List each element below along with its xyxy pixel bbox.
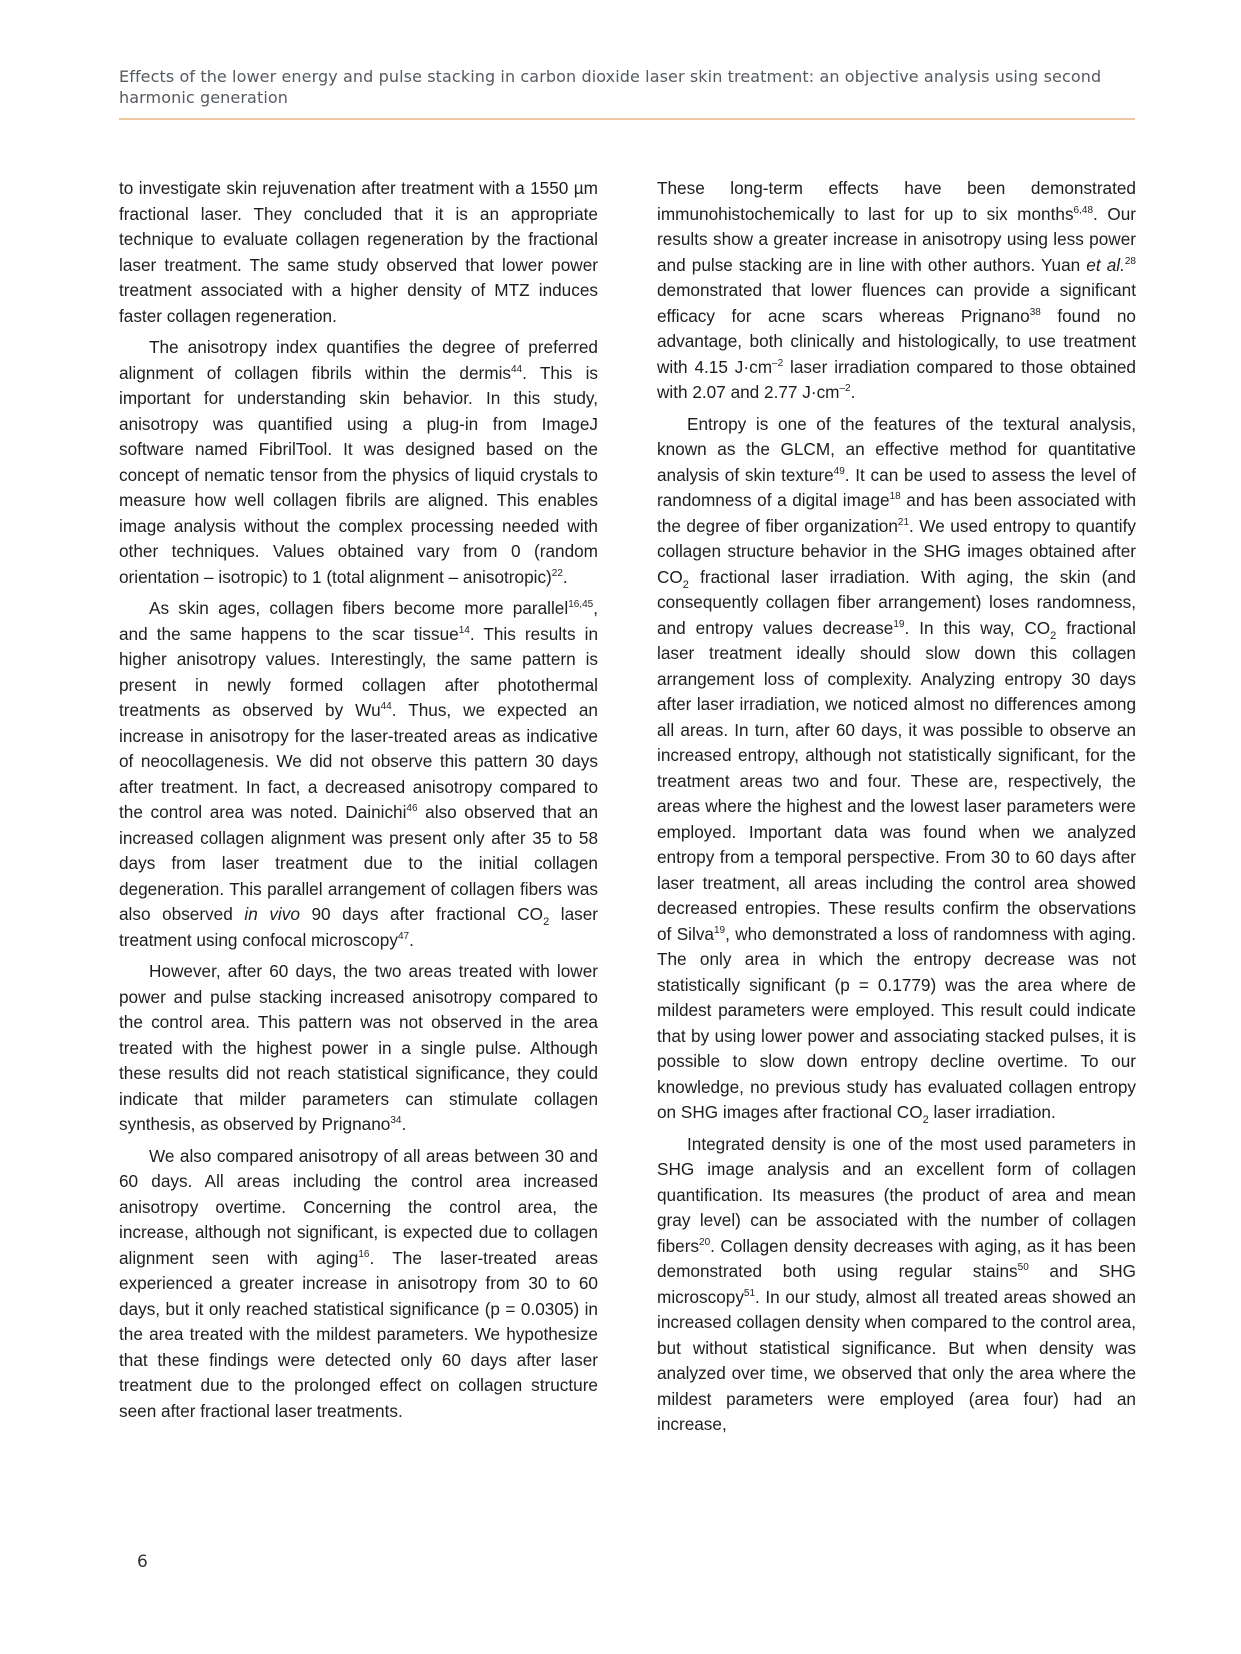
italic-text: in vivo: [244, 904, 300, 924]
citation: 34: [390, 1115, 402, 1126]
text: As skin ages, collagen fibers become more parallel: [149, 598, 569, 618]
subscript: 2: [543, 916, 550, 928]
paragraph: [119, 596, 598, 953]
subscript: 2: [682, 578, 689, 591]
citation: 6,48: [1073, 204, 1094, 216]
citation: 21: [897, 516, 910, 528]
paragraph: [119, 959, 598, 1138]
text: also observed that an increased collagen alignment was present only after 35 to 58 days from laser treatment due to the initial collagen degeneration. This parallel arrangement of collagen fibers was also observed: [119, 802, 599, 924]
text: to investigate skin rejuvenation after treatment with a 1550 µm fractional laser. They concluded that it is an appropriate technique to evaluate collagen regeneration by the fractional laser treatment. The same study observed that lower power treatment associated with a higher density of MTZ induces faster collagen regeneration.: [119, 178, 598, 326]
text: We also compared anisotropy of all areas between 30 and 60 days. All areas including the control area increased anisotropy overtime. Concerning the control area, the increase, although not significant, is expected due to collagen alignment seen with aging: [119, 1145, 598, 1268]
text: laser irradiation compared to those obtained with 2.07 and 2.77 J·cm: [657, 356, 1136, 402]
paragraph: [119, 1144, 598, 1425]
text: and SHG microscopy: [657, 1261, 1136, 1307]
text: . Our results show a greater increase in anisotropy using less power and pulse stacking are in line with other authors. Yuan: [657, 203, 1137, 275]
header-rule: [119, 118, 1135, 120]
right-column: [657, 176, 1136, 1444]
paragraph: [119, 176, 598, 329]
text: .: [409, 929, 414, 950]
text: demonstrated that lower fluences can provide a significant efficacy for acne scars whereas Prignano: [657, 280, 1136, 326]
text: laser treatment using confocal microscopy: [119, 904, 599, 950]
text: , and the same happens to the scar tissue: [119, 598, 598, 644]
citation: 19: [893, 618, 905, 630]
citation: 14: [458, 624, 470, 636]
italic-text: et al.: [1086, 254, 1125, 275]
text: .: [562, 566, 568, 587]
left-column: [119, 176, 598, 1430]
text: The anisotropy index quantifies the degree of preferred alignment of collagen fibrils within the dermis: [119, 337, 598, 383]
citation: 44: [510, 363, 523, 375]
citation: 47: [397, 930, 410, 942]
running-title: Effects of the lower energy and pulse stacking in carbon dioxide laser skin treatment: an objective analysis using second harmonic generation: [119, 67, 1102, 107]
citation: 38: [1029, 306, 1041, 318]
citation: 16,45: [568, 599, 594, 610]
text: . Collagen density decreases with aging, as it has been demonstrated both using regular stains: [657, 1235, 1136, 1281]
citation: 49: [833, 465, 845, 477]
text: Entropy is one of the features of the textural analysis, known as the GLCM, an effective method for quantitative analysis of skin texture: [657, 413, 1136, 485]
text: . This results in higher anisotropy values. Interestingly, the same pattern is present in newly formed collagen after photothermal treatments as observed by Wu: [119, 623, 598, 720]
text: fractional laser irradiation. With aging, the skin (and consequently collagen fiber arrangement) loses randomness, and entropy values decrease: [657, 566, 1136, 638]
citation: 50: [1017, 1262, 1029, 1273]
citation: 51: [743, 1287, 756, 1299]
text: . This is important for understanding skin behavior. In this study, anisotropy was quantified using a plug-in from ImageJ software named FibrilTool. It was designed based on the concept of nematic tensor from the physics of liquid crystals to measure how well collagen fibrils are aligned. This enables image analysis without the complex processing needed with other techniques. Values obtained vary from 0 (random orientation – isotropic) to 1 (total alignment – anisotropic): [119, 362, 598, 587]
text: Integrated density is one of the most used parameters in SHG image analysis and an excellent form of collagen quantification. Its measures (the product of area and mean gray level) can be associated with the number of collagen fibers: [657, 1133, 1136, 1256]
citation: 19: [713, 924, 726, 936]
citation: 18: [889, 491, 901, 502]
text: .: [401, 1114, 407, 1134]
citation: 16: [358, 1248, 370, 1260]
text: laser irradiation.: [928, 1102, 1056, 1122]
text: fractional laser treatment ideally should slow down this collagen arrangement loss of complexity. Analyzing entropy 30 days after laser irradiation, we noticed almost no differences among all areas. In turn, after 60 days, it was possible to observe an increased entropy, although not statistically significant, for the treatment areas two and four. These are, respectively, the areas where the highest and the lowest laser parameters were employed. Important data was found when we analyzed entropy from a temporal perspective. From 30 to 60 days after laser treatment, all areas including the control area showed decreased entropies. These results confirm the observations of Silva: [657, 617, 1136, 944]
text: . The laser-treated areas experienced a greater increase in anisotropy from 30 to 60 days, but it only reached statistical significance (p = 0.0305) in the area treated with the mildest parameters. We hypothesize that these findings were detected only 60 days after laser treatment due to the prolonged effect on collagen structure seen after fractional laser treatments.: [119, 1247, 598, 1421]
text: . It can be used to assess the level of randomness of a digital image: [657, 464, 1136, 510]
paragraph: [657, 412, 1136, 1126]
text: . In our study, almost all treated areas showed an increased collagen density when compared to the control area, but without statistical significance. But when density was analyzed over time, we observed that only the area where the mildest parameters were employed (area four) had an increase,: [657, 1286, 1136, 1434]
paragraph: [657, 176, 1136, 406]
text: However, after 60 days, the two areas treated with lower power and pulse stacking increased anisotropy compared to the control area. This pattern was not observed in the area treated with the highest power in a single pulse. Although these results did not reach statistical significance, they could indicate that milder parameters can stimulate collagen synthesis, as observed by Prignano: [119, 961, 598, 1134]
text: .: [850, 382, 856, 402]
text: 90 days after fractional CO: [299, 904, 544, 924]
exponent: –2: [772, 357, 784, 369]
subscript: 2: [922, 1114, 929, 1126]
text: . Thus, we expected an increase in anisotropy for the laser-treated areas as indicative of neocollagenesis. We did not observe this pattern 30 days after treatment. In fact, a decreased anisotropy compared to the control area was noted. Dainichi: [119, 700, 598, 822]
subscript: 2: [1050, 629, 1057, 642]
citation: 44: [380, 701, 392, 712]
paragraph: [657, 1132, 1136, 1438]
text: These long-term effects have been demonstrated immunohistochemically to last for up to six months: [657, 178, 1136, 224]
exponent: –2: [839, 383, 851, 394]
text: and has been associated with the degree of fiber organization: [657, 490, 1137, 536]
text: , who demonstrated a loss of randomness with aging. The only area in which the entropy decrease was not statistically significant (p = 0.1779) was the area where de mildest parameters were employed. This result could indicate that by using lower power and associating stacked pulses, it is possible to slow down entropy decline overtime. To our knowledge, no previous study has evaluated collagen entropy on SHG images after fractional CO: [657, 923, 1136, 1122]
text: . In this way, CO: [904, 617, 1051, 638]
text: found no advantage, both clinically and histologically, to use treatment with 4.15 J·cm: [657, 305, 1136, 377]
text: . We used entropy to quantify collagen structure behavior in the SHG images obtained after CO: [657, 515, 1136, 587]
paragraph: [119, 335, 598, 590]
page-number: 6: [137, 1552, 148, 1572]
citation: 46: [406, 803, 418, 814]
citation: 22: [551, 567, 563, 579]
citation: 20: [699, 1236, 711, 1248]
citation: 28: [1124, 255, 1136, 267]
